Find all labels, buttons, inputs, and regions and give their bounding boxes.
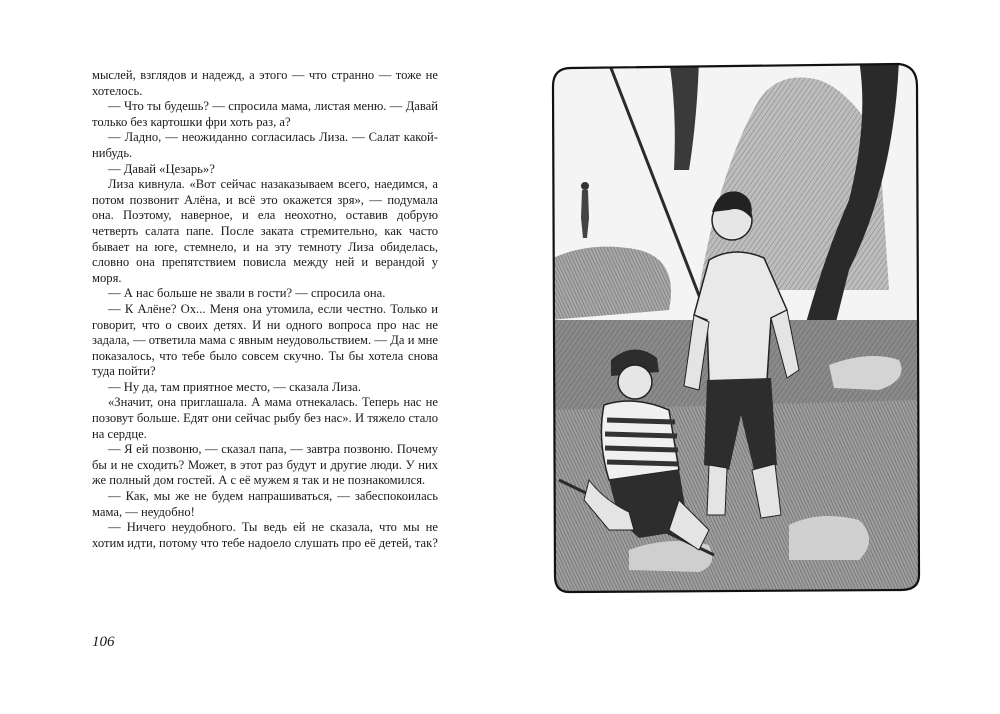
paragraph: — Давай «Цезарь»? (108, 161, 215, 176)
page-number: 106 (92, 634, 115, 650)
paragraph: — Ладно, — неожиданно согласилась Лиза. — Салат какой-нибудь. (92, 130, 438, 160)
paragraph: — К Алёне? Ох... Меня она утомила, если честно. Только и говорит, что о своих детях. И ни одного вопроса про нас не задала, — ответила мама с явным неудовольствием. — Да и мне показалось, что тебе было совсем скучно. Ты бы хотела снова туда пойти? (92, 301, 438, 379)
paragraph: — Я ей позвоню, — сказал папа, — завтра позвоню. Почему бы и не сходить? Может, в этот раз будут и другие люди. У них же полный дом гостей. А с её мужем я так и не познакомился. (92, 442, 438, 488)
text-column (92, 68, 438, 551)
paragraph: — Как, мы же не будем напрашиваться, — забеспокоилась мама, — неудобно! (92, 489, 438, 519)
paragraph: мыслей, взглядов и надежд, а этого — что странно — тоже не хотелось. (92, 68, 438, 98)
paragraph: «Значит, она приглашала. А мама отнекалась. Теперь нас не позовут больше. Едят они сейчас рыбу без нас». И тяжело стало на сердце. (92, 395, 438, 441)
pencil-illustration-boys-fishing (549, 60, 921, 595)
paragraph: Лиза кивнула. «Вот сейчас назаказываем всего, наедимся, а потом позвонит Алёна, и всё это окажется зря», — подумала она. Поэтому, наверное, и ела неохотно, оставив добрую четверть салата папе. После заката стремительно, как часто бывает на юге, стемнело, и на эту темноту Лиза обиделась, словно она препятствием повисла между ней и верандой у моря. (92, 177, 438, 285)
paragraph: — Ну да, там приятное место, — сказала Лиза. (108, 379, 361, 394)
paragraph: — А нас больше не звали в гости? — спросила она. (108, 286, 386, 301)
paragraph: — Что ты будешь? — спросила мама, листая меню. — Давай только без картошки фри хоть раз, а? (92, 99, 438, 129)
paragraph: — Ничего неудобного. Ты ведь ей не сказала, что мы не хотим идти, потому что тебе надоело слушать про её детей, так? (92, 520, 438, 550)
